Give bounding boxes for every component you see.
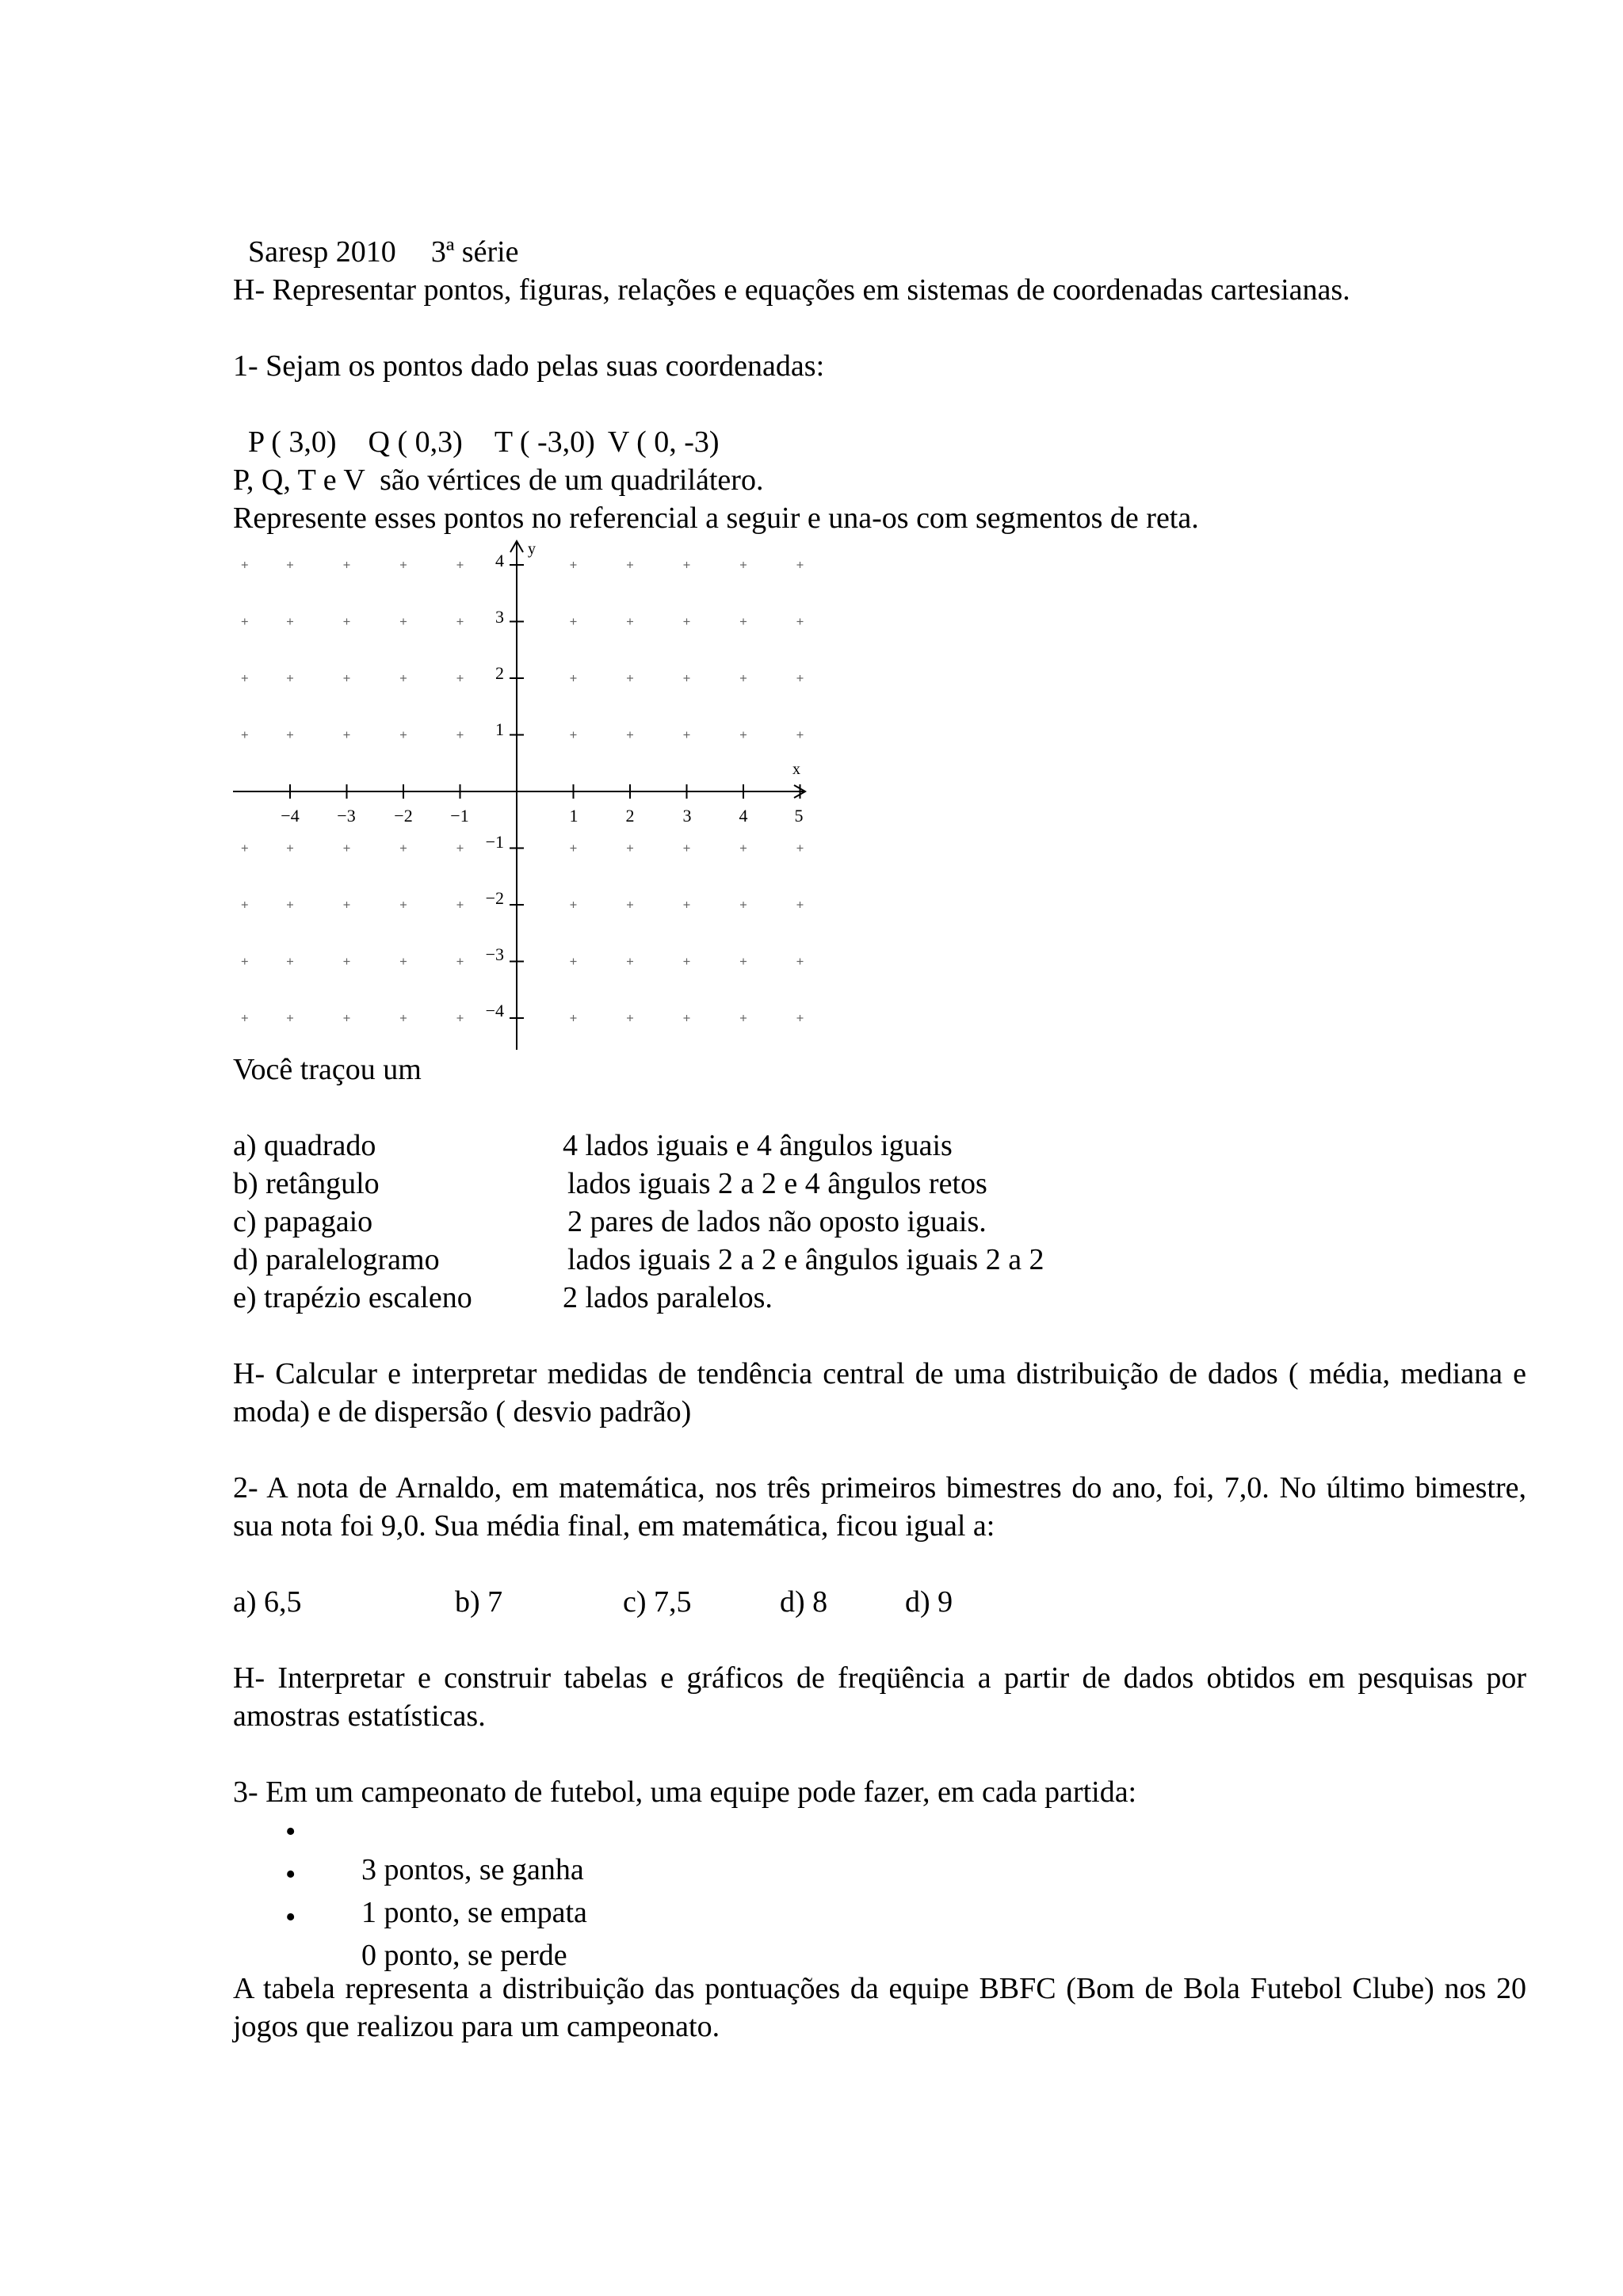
y-axis-label: y [528, 540, 536, 558]
point-q: Q ( 0,3) [368, 425, 463, 459]
y-tick-label: −2 [485, 888, 504, 908]
bullet-icon: • [285, 1815, 296, 1848]
point-t: T ( -3,0) [494, 425, 595, 459]
y-tick-label: −3 [485, 944, 504, 964]
option-b: b) 7 [455, 1585, 503, 1619]
point-v: V ( 0, -3) [607, 425, 720, 459]
option-c: c) 7,5 [623, 1585, 692, 1619]
option-description: 2 pares de lados não oposto iguais. [567, 1205, 987, 1238]
point-p: P ( 3,0) [248, 425, 337, 459]
list-item-text: 1 ponto, se empata [361, 1896, 587, 1929]
question-2: 2- A nota de Arnaldo, em matemática, nos três primeiros bimestres do ano, foi, 7,0. No último bimestre, sua nota foi 9,0. Sua média final, em matemática, ficou igual a: [233, 1471, 1526, 1543]
y-tick-label: 1 [495, 719, 504, 739]
option-a: a) 6,5 [233, 1585, 302, 1619]
y-tick-label: −4 [485, 1001, 504, 1020]
question-3-closing: A tabela representa a distribuição das pontuações da equipe BBFC (Bom de Bola Futebol Clube) nos 20 jogos que realizou para um campeonato. [233, 1972, 1526, 2043]
points-list [233, 385, 720, 461]
x-tick-label: −1 [450, 806, 469, 826]
question-1-instruction: Represente esses pontos no referencial a seguir e una-os com segmentos de reta. [233, 502, 1199, 535]
skill-3: H- Interpretar e construir tabelas e gráficos de freqüência a partir de dados obtidos em pesquisas por amostras estatísticas. [233, 1661, 1526, 1733]
skill-2: H- Calcular e interpretar medidas de tendência central de uma distribuição de dados ( média, mediana e moda) e de dispersão ( desvio padrão) [233, 1357, 1526, 1428]
coordinate-grid [222, 535, 808, 1058]
x-tick-label: 3 [682, 806, 692, 826]
y-tick-label: 3 [495, 607, 504, 627]
x-tick-label: −2 [394, 806, 413, 826]
option-description: lados iguais 2 a 2 e ângulos iguais 2 a 2 [567, 1243, 1044, 1276]
option-description: lados iguais 2 a 2 e 4 ângulos retos [567, 1167, 987, 1200]
question-1-statement: P, Q, T e V são vértices de um quadrilátero. [233, 463, 764, 497]
x-tick-label: −4 [281, 806, 300, 826]
question-1-intro: 1- Sejam os pontos dado pelas suas coordenadas: [233, 349, 825, 383]
bullet-icon: • [285, 1858, 296, 1891]
x-tick-label: 4 [739, 806, 748, 826]
x-tick-label: 5 [794, 806, 804, 826]
y-tick-label: −1 [485, 832, 504, 852]
option-e: d) 9 [905, 1585, 953, 1619]
skill-1: H- Representar pontos, figuras, relações e equações em sistemas de coordenadas cartesianas. [233, 273, 1350, 307]
exam-name: Saresp 2010 [248, 235, 396, 269]
y-tick-label: 2 [495, 663, 504, 683]
list-item-text: 3 pontos, se ganha [361, 1853, 584, 1886]
x-tick-label: −3 [337, 806, 356, 826]
x-tick-label: 1 [569, 806, 579, 826]
list-item-text: 0 ponto, se perde [361, 1939, 567, 1972]
x-axis-label: x [792, 761, 800, 778]
option-label: e) trapézio escaleno [233, 1281, 472, 1314]
option-description: 2 lados paralelos. [563, 1281, 773, 1314]
question-1-prompt: Você traçou um [233, 1053, 422, 1086]
bullet-icon: • [285, 1901, 296, 1934]
exam-grade: 3ª série [430, 235, 519, 269]
question-3-intro: 3- Em um campeonato de futebol, uma equipe pode fazer, em cada partida: [233, 1775, 1137, 1809]
x-tick-label: 2 [625, 806, 635, 826]
y-tick-label: 4 [495, 551, 504, 570]
option-label: b) retângulo [233, 1167, 380, 1200]
option-label: a) quadrado [233, 1129, 376, 1162]
exam-title [233, 195, 519, 271]
option-description: 4 lados iguais e 4 ângulos iguais [563, 1129, 953, 1162]
option-d: d) 8 [780, 1585, 828, 1619]
option-label: d) paralelogramo [233, 1243, 440, 1276]
option-label: c) papagaio [233, 1205, 373, 1238]
